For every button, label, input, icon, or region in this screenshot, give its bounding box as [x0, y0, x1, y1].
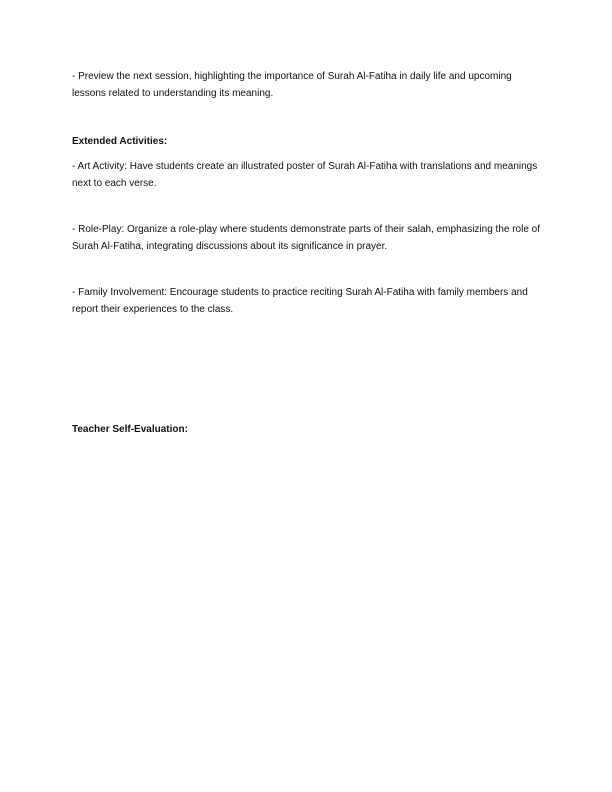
role-play-paragraph: - Role-Play: Organize a role-play where students demonstrate parts of their salah, emphasizing the role of Surah Al-Fatiha, integrating discussions about its significance in prayer. [72, 224, 541, 252]
teacher-self-evaluation-heading: Teacher Self-Evaluation: [72, 424, 188, 435]
family-involvement-paragraph: - Family Involvement: Encourage students to practice reciting Surah Al-Fatiha with family members and report their experiences to the class. [72, 287, 528, 315]
preview-paragraph: - Preview the next session, highlighting the importance of Surah Al-Fatiha in daily life and upcoming lessons related to understanding its meaning. [72, 71, 512, 99]
extended-activities-heading: Extended Activities: [72, 136, 168, 147]
art-activity-paragraph: - Art Activity: Have students create an illustrated poster of Surah Al-Fatiha with translations and meanings next to each verse. [72, 161, 538, 189]
